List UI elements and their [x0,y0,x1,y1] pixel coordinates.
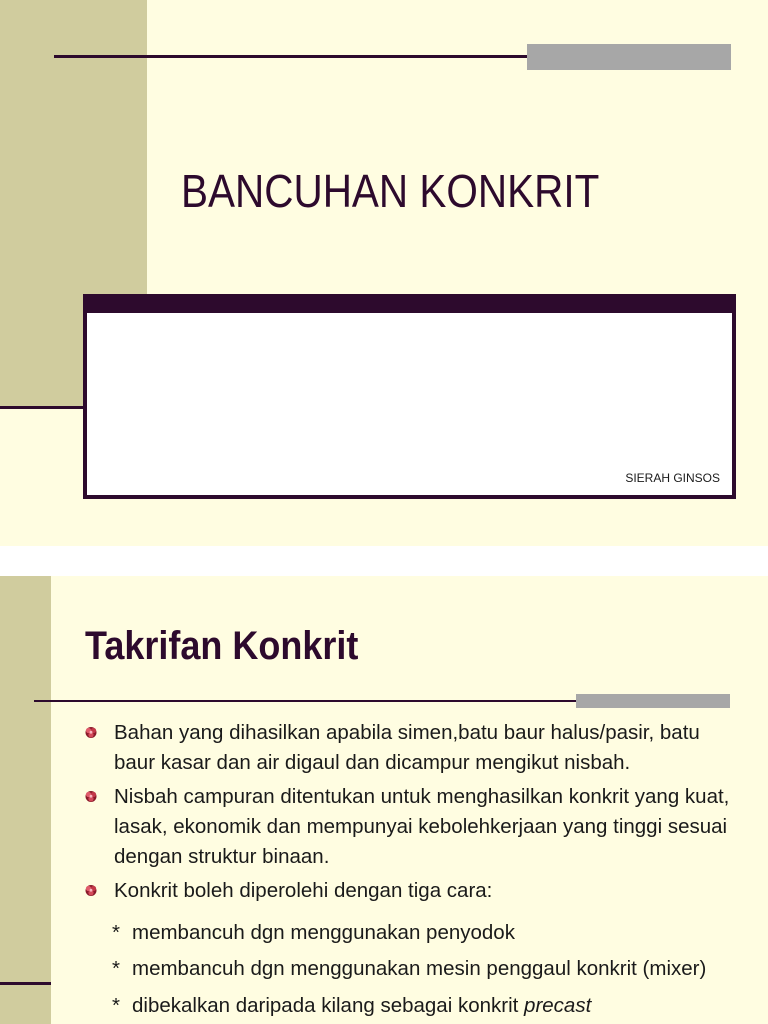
sub-item [112,918,515,948]
bullet-text: Bahan yang dihasilkan apabila simen,batu baur halus/pasir, batu baur kasar dan air digaul dan dicampur mengikut nisbah. [114,721,700,774]
list-item [84,718,744,778]
bullet-list [84,718,744,910]
slide-title: Takrifan Konkrit [85,624,359,668]
content-slide [0,576,768,1024]
sub-marker: * [112,921,120,944]
sub-item-text: dibekalkan daripada kilang sebagai konkrit [132,994,525,1017]
top-gray-bar [527,44,731,70]
sub-item [112,954,706,984]
left-rule [0,406,86,409]
sub-item-text: membancuh dgn menggunakan mesin penggaul konkrit (mixer) [132,957,707,980]
left-rule [0,982,51,985]
sidebar-panel [0,576,51,1024]
title-gray-bar [576,694,730,708]
list-item [84,782,744,872]
list-item [84,876,744,906]
slide-title: BANCUHAN KONKRIT [181,165,600,217]
sub-item-text: membancuh dgn menggunakan penyodok [132,921,515,944]
flower-icon [84,726,98,739]
bullet-text: Nisbah campuran ditentukan untuk menghasilkan konkrit yang kuat, lasak, ekonomik dan mempunyai kebolehkerjaan yang tinggi sesuai dengan struktur binaan. [114,785,730,868]
flower-icon [84,884,98,897]
subtitle-box [83,294,736,499]
sub-marker: * [112,994,120,1017]
flower-icon [84,790,98,803]
sub-item-emphasis: precast [524,994,592,1017]
author-name: SIERAH GINSOS [625,471,720,485]
sub-marker: * [112,957,120,980]
sub-item [112,991,591,1021]
bullet-text: Konkrit boleh diperolehi dengan tiga cara: [114,879,493,902]
